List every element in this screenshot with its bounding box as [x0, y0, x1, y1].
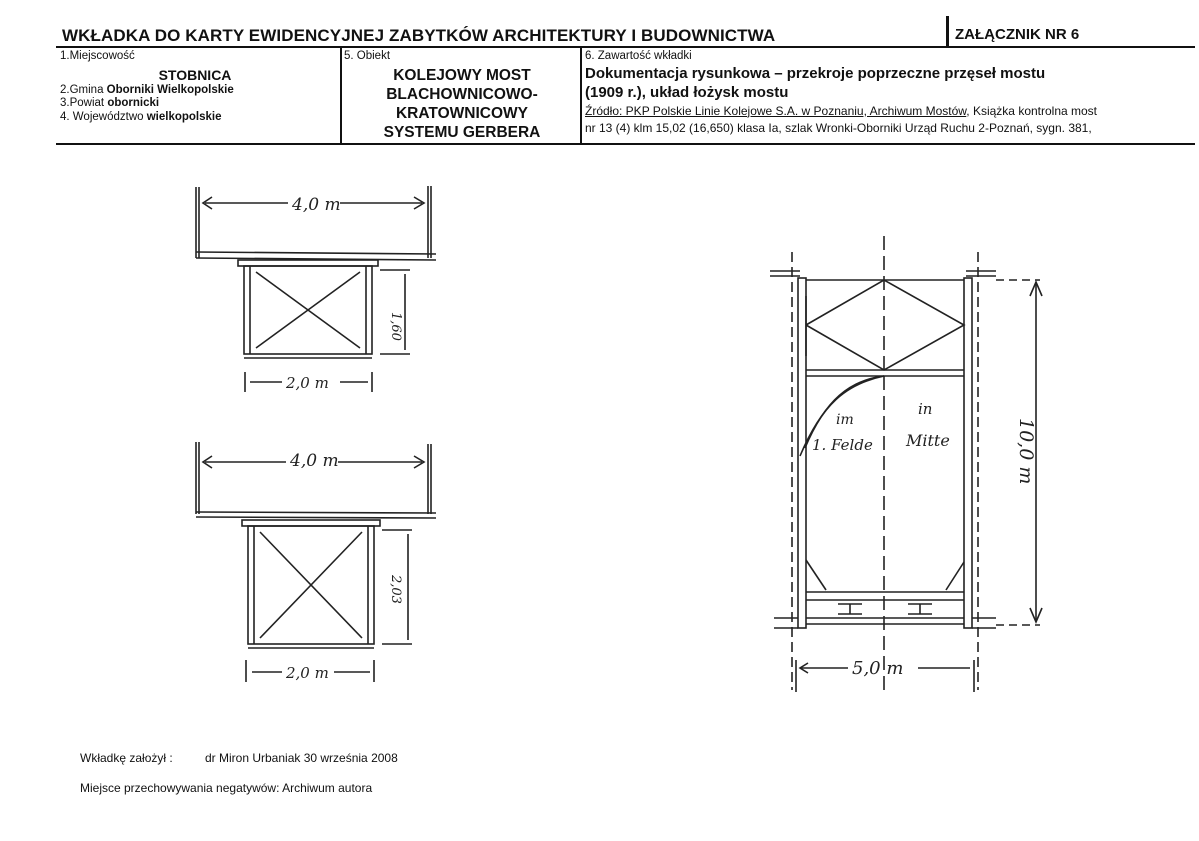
note-in: in	[918, 400, 933, 418]
content-description-1: Dokumentacja rysunkowa – przekroje poprzeczne przęseł mostu	[585, 64, 1046, 82]
source-archive: Źródło: PKP Polskie Linie Kolejowe S.A. w Poznaniu, Archiwum Mostów	[585, 103, 967, 118]
middle-width-dimension: 4,0 m	[290, 451, 339, 471]
right-cross-section	[770, 236, 1042, 692]
content-description-2: (1909 r.), układ łożysk mostu	[585, 84, 789, 101]
right-width-dimension: 5,0 m	[852, 658, 904, 679]
object-name-line-1: KOLEJOWY MOST	[393, 66, 531, 84]
note-middle: Mitte	[906, 431, 950, 450]
source-book: , Książka kontrolna most	[966, 103, 1098, 118]
gmina-label: 2.Gmina	[60, 83, 107, 96]
object-name-line-3: KRATOWNICOWY	[395, 104, 529, 122]
note-im: im	[836, 412, 854, 428]
top-width-dimension: 4,0 m	[292, 195, 341, 215]
founder-value: dr Miron Urbaniak 30 września 2008	[205, 751, 398, 765]
document-title: WKŁADKA DO KARTY EWIDENCYJNEJ ZABYTKÓW ARCHITEKTURY I BUDOWNICTWA	[62, 26, 776, 45]
object-label: 5. Obiekt	[344, 50, 391, 62]
powiat-label: 3.Powiat	[60, 97, 108, 109]
negatives-storage: Miejsce przechowywania negatywów: Archiwum autora	[80, 781, 373, 795]
middle-bottom-dimension: 2,0 m	[286, 664, 329, 682]
founder-label: Wkładkę założył :	[80, 751, 173, 765]
top-bottom-dimension: 2,0 m	[286, 374, 329, 392]
powiat-value: obornicki	[107, 97, 160, 109]
top-height-dimension: 1,60	[388, 312, 403, 341]
gmina-value: Oborniki Wielkopolskie	[106, 83, 234, 96]
voivodeship-label: 4. Województwo	[60, 110, 147, 123]
middle-cross-section	[196, 442, 436, 682]
top-cross-section	[196, 186, 436, 392]
object-name-line-2: BLACHOWNICOWO-	[386, 85, 538, 103]
annex-number: ZAŁĄCZNIK NR 6	[955, 26, 1080, 43]
source-line-2: nr 13 (4) klm 15,02 (16,650) klasa Ia, szlak Wronki-Oborniki Urząd Ruchu 2-Poznań, sygn. 381,	[585, 120, 1092, 135]
town-name: STOBNICA	[158, 66, 232, 83]
voivodeship-value: wielkopolskie	[146, 110, 222, 123]
content-label: 6. Zawartość wkładki	[585, 50, 692, 62]
note-first-field: 1. Felde	[812, 436, 873, 454]
middle-height-dimension: 2,03	[388, 575, 403, 604]
founder-row	[80, 751, 398, 765]
location-label: 1.Miejscowość	[60, 50, 135, 62]
right-height-dimension: 10,0 m	[1015, 418, 1037, 485]
object-name-line-4: SYSTEMU GERBERA	[383, 123, 541, 141]
